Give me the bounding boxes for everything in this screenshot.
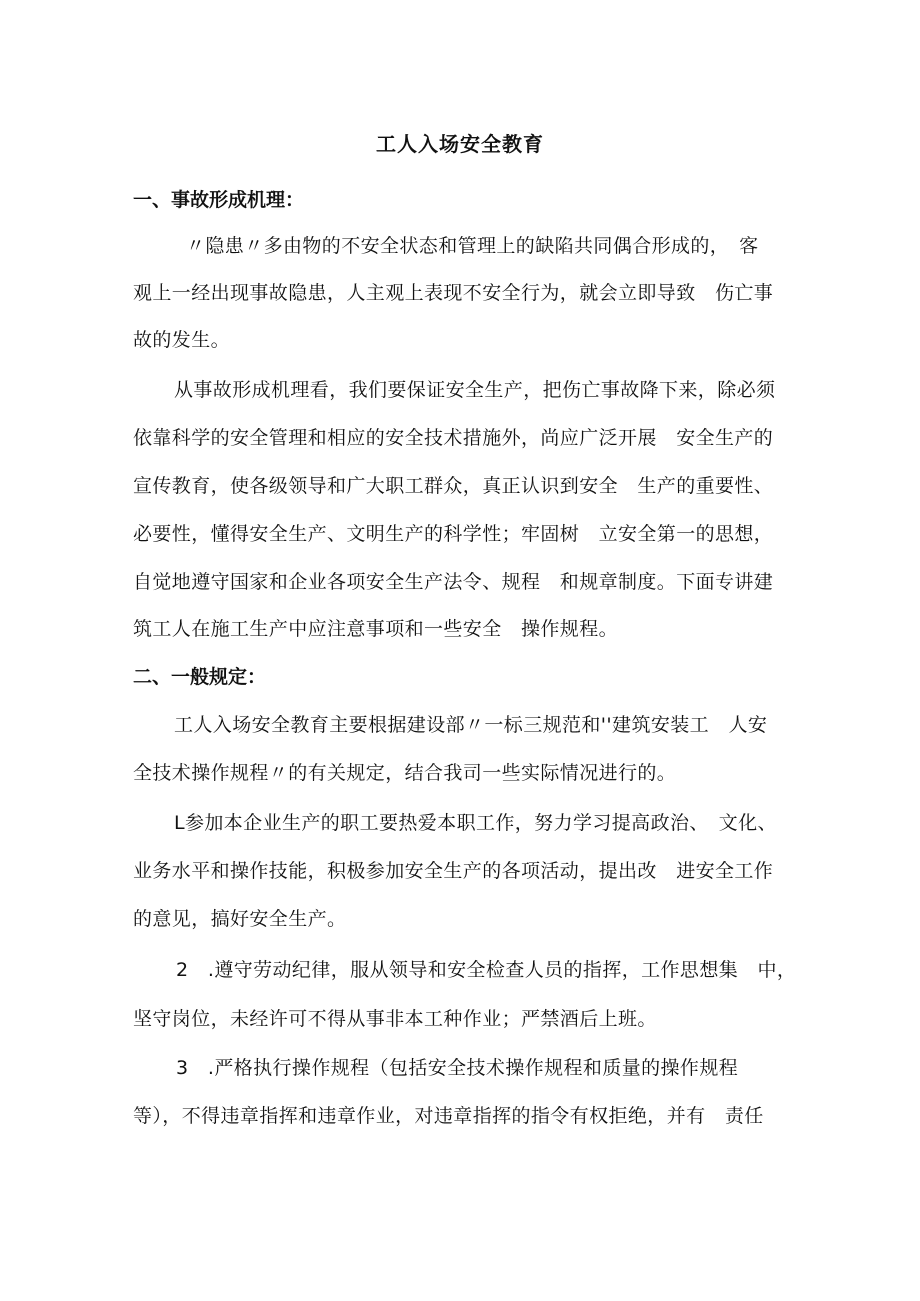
section-2-para-1-line-1: 工人入场安全教育主要根据建设部〃一标三规范和''建筑安装工 人安 bbox=[174, 714, 768, 736]
section-1-para-1-line-2: 观上一经出现事故隐患，人主观上表现不安全行为，就会立即导致 伤亡事 bbox=[133, 282, 774, 304]
section-1-para-1-line-1: 〃隐患〃多由物的不安全状态和管理上的缺陷共同偶合形成的， 客 bbox=[186, 235, 759, 257]
item-3-line-2: 等），不得违章指挥和违章作业，对违章指挥的指令有权拒绝，并有 责任 bbox=[133, 1105, 764, 1127]
section-1-para-2-line-2: 依靠科学的安全管理和相应的安全技术措施外，尚应广泛开展 安全生产的 bbox=[133, 427, 774, 449]
section-2-heading: 二、一般规定： bbox=[133, 666, 267, 688]
section-2-para-1-line-2: 全技术操作规程〃的有关规定，结合我司一些实际情况进行的。 bbox=[133, 762, 677, 784]
item-1-line-3: 的意见，搞好安全生产。 bbox=[133, 908, 347, 930]
item-1-line-2: 业务水平和操作技能，积极参加安全生产的各项活动，提出改 进安全工作 bbox=[133, 860, 774, 882]
section-1-heading: 一、事故形成机理： bbox=[133, 189, 305, 211]
document-title: 工人入场安全教育 bbox=[376, 132, 544, 156]
item-3-line-1: 3 .严格执行操作规程（包括安全技术操作规程和质量的操作规程 bbox=[176, 1057, 739, 1079]
item-2-line-2: 坚守岗位，未经许可不得从事非本工种作业；严禁酒后上班。 bbox=[133, 1008, 657, 1030]
section-1-para-1-line-3: 故的发生。 bbox=[133, 329, 231, 351]
section-1-para-2-line-3: 宣传教育，使各级领导和广大职工群众，真正认识到安全 生产的重要性、 bbox=[133, 475, 774, 497]
item-2-line-1: 2 .遵守劳动纪律，服从领导和安全检查人员的指挥，工作思想集 中， bbox=[176, 959, 797, 981]
item-1-line-1: L参加本企业生产的职工要热爱本职工作，努力学习提高政治、 文化、 bbox=[174, 812, 777, 834]
section-1-para-2-line-5: 自觉地遵守国家和企业各项安全生产法令、规程 和规章制度。下面专讲建 bbox=[133, 571, 774, 593]
section-1-para-2-line-6: 筑工人在施工生产中应注意事项和一些安全 操作规程。 bbox=[133, 618, 619, 640]
section-1-para-2-line-1: 从事故形成机理看，我们要保证安全生产，把伤亡事故降下来，除必须 bbox=[174, 379, 776, 401]
section-1-para-2-line-4: 必要性，懂得安全生产、文明生产的科学性；牢固树 立安全第一的思想， bbox=[133, 523, 774, 545]
